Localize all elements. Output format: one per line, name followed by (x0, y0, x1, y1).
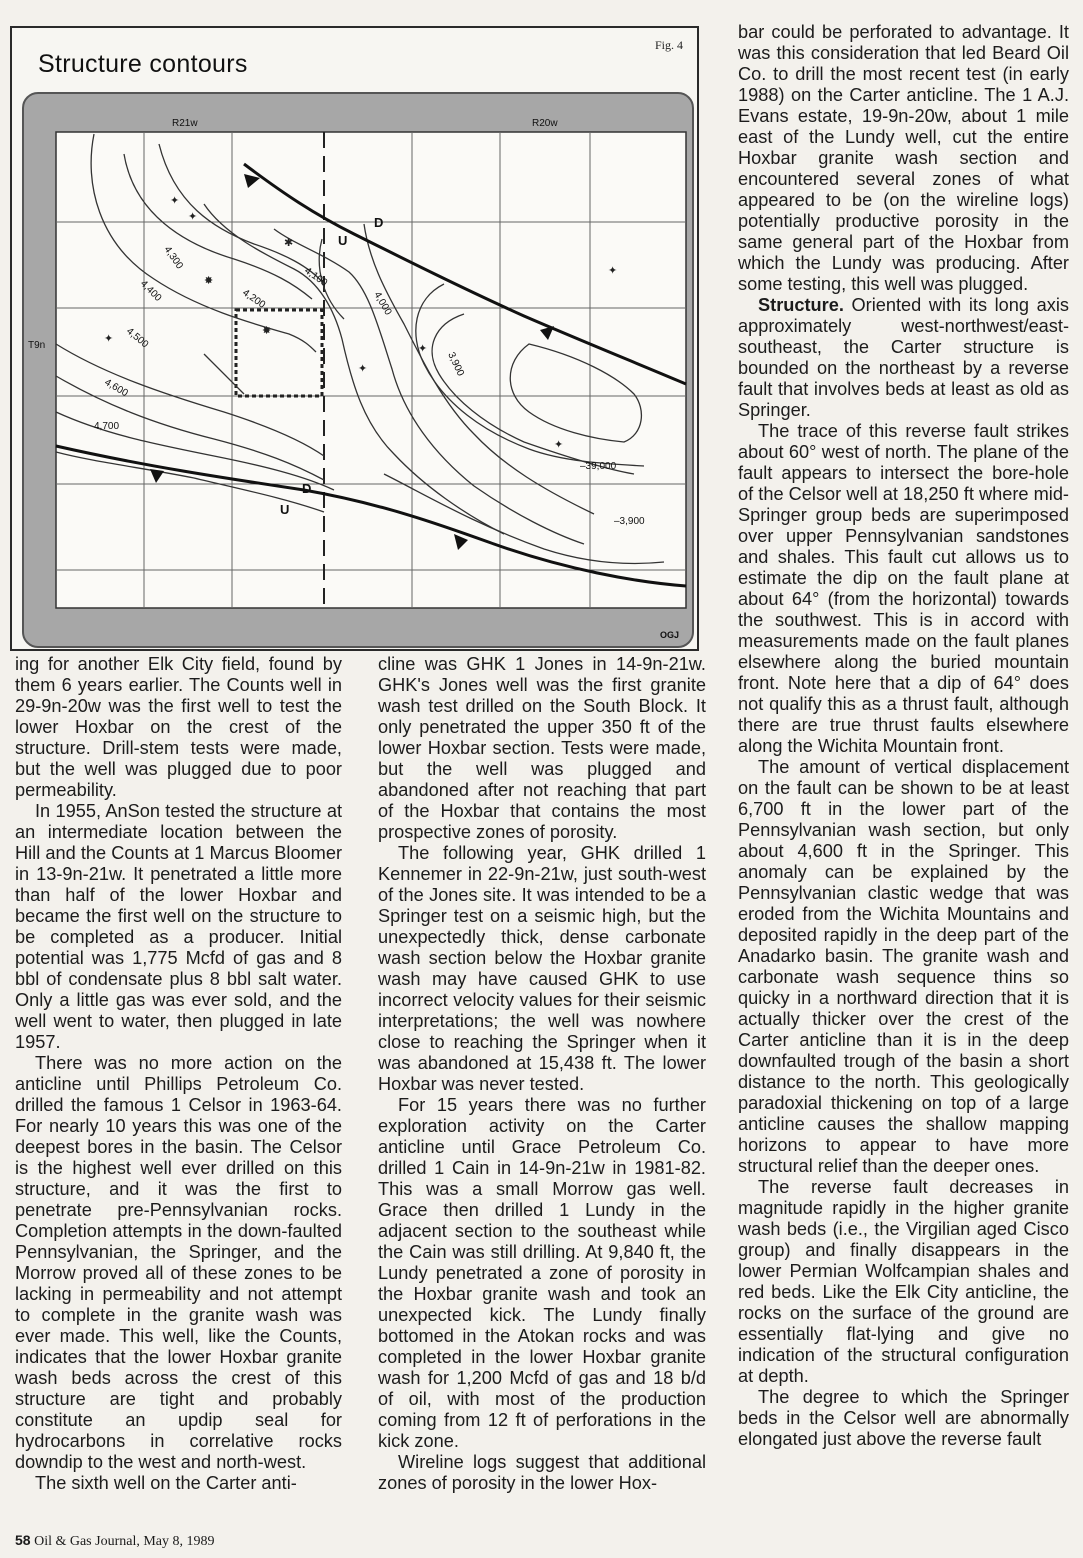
well-symbol: ✦ (188, 210, 198, 223)
figure-title: Structure contours (38, 50, 248, 78)
contour-label: 4,700 (94, 421, 120, 432)
section-heading: Structure. (758, 295, 844, 315)
text-column-1 (15, 654, 342, 1494)
paragraph: The sixth well on the Carter anti- (35, 1473, 297, 1493)
well-symbol: ✸ (204, 274, 214, 287)
figure-structure-contours (10, 26, 699, 651)
contour-label: 4,500 (124, 325, 151, 351)
paragraph: Wireline logs suggest that additional zones of porosity in the lower Hox- (378, 1452, 706, 1493)
paragraph: The reverse fault decreases in magnitude rapidly in the higher granite wash beds (i.e., the Virgilian aged Cisco group) and finally disappears in the lower Permian Wolfcampian shales and red beds. Like the Elk City anticline, the rocks on the surface of the ground are essentially flat-lying and give no indication of the structural configuration at depth. (738, 1177, 1069, 1386)
well-symbol: ✦ (104, 332, 114, 345)
text-column-3 (738, 22, 1069, 1450)
paragraph: ing for another Elk City field, found by them 6 years earlier. The Counts well in 29-9n-20w was the first well to test the lower Hoxbar on the crest of the structure. Drill-stem tests were made, but the well was plugged due to poor permeability. (15, 654, 342, 800)
range-label-r20w: R20w (532, 118, 558, 129)
range-label-r21w: R21w (172, 118, 198, 129)
contour-label: –39,000 (580, 461, 617, 472)
township-label: T9n (28, 340, 46, 351)
well-symbol: ✦ (418, 342, 428, 355)
paragraph: cline was GHK 1 Jones in 14-9n-21w. GHK's Jones well was the first granite wash test drilled on the South Block. It only penetrated the upper 350 ft of the lower Hoxbar section. Tests were made, but the well was plugged and abandoned after not reaching that part of the Hoxbar that contains the most prospective zones of porosity. (378, 654, 706, 842)
paragraph: The amount of vertical displacement on the fault can be shown to be at least 6,700 ft in the lower part of the Pennsylvanian wash section, but only about 4,600 ft in the Springer. This anomaly can be explained by the Pennsylvanian clastic wedge that was eroded from the Wichita Mountains and deposited rapidly in the deep part of the Anadarko basin. The granite wash and carbonate wash sequence thins so quicky in a northward direction that it is actually thicker over the crest of the Carter anticline than it is in the deep downfaulted trough of the basin a short distance to the north. This geologically paradoxial thickening on top of a large anticline causes the shallow mapping horizons to appear to have more structural relief than the deeper ones. (738, 757, 1069, 1176)
paragraph: bar could be perforated to advantage. It was this consideration that led Beard Oil Co. to drill the most recent test (in early 1988) on the Carter anticline. The 1 A.J. Evans estate, 19-9n-20w, about 1 mile east of the Lundy well, cut the entire Hoxbar granite wash section and encountered several zones of what appeared to be (on the wireline logs) potentially productive porosity in the same general part of the Hoxbar from which the Lundy was producing. After some testing, this well was plugged. (738, 22, 1069, 294)
contour-label: 4,200 (240, 287, 268, 311)
map-frame (22, 92, 694, 648)
page-number: 58 (15, 1532, 31, 1548)
credit-label: OGJ (660, 630, 680, 640)
contour-label: 3,900 (445, 350, 466, 378)
well-symbol: ✱ (284, 236, 294, 249)
paragraph: For 15 years there was no further exploration activity on the Carter anticline until Grace Petroleum Co. drilled 1 Cain in 14-9n-21w in 1981-82. This was a small Morrow gas well. Grace then drilled 1 Lundy in the adjacent section to the southeast while the Cain was still drilling. At 9,840 ft, the Lundy penetrated a zone of porosity in the Hoxbar granite wash and took an unexpected kick. The Lundy finally bottomed in the Atokan rocks and was completed in the lower Hoxbar granite wash for 1,200 Mcfd of gas and 18 b/d of oil, with most of the production coming from 12 ft of perforations in the kick zone. (378, 1095, 706, 1451)
paragraph-structure (738, 295, 1069, 421)
well-symbol: ✦ (554, 438, 564, 451)
text-column-2 (378, 654, 706, 1494)
page-footer (15, 1532, 215, 1550)
publication-line: Oil & Gas Journal, May 8, 1989 (34, 1534, 215, 1549)
paragraph: In 1955, AnSon tested the structure at an intermediate location between the Hill and the Counts at 1 Marcus Bloomer in 13-9n-21w. It penetrated a little more than half of the lower Hoxbar and became the first well on the structure to be completed as a producer. Initial potential was 1,775 Mcfd of gas and 8 bbl of condensate plus 8 bbl salt water. Only a little gas was ever sold, and the well went to water, then plugged in late 1957. (15, 801, 342, 1052)
figure-number: Fig. 4 (654, 38, 683, 52)
fault-label-u: U (338, 233, 348, 248)
contour-label: 4,400 (137, 278, 164, 304)
well-symbol: ✦ (358, 362, 368, 375)
paragraph: The following year, GHK drilled 1 Kennemer in 22-9n-21w, just south-west of the Jones site. It was intended to be a Springer test on a seismic high, but the unexpectedly thick, dense carbonate wash section below the Hoxbar granite wash may have caused GHK to use incorrect velocity values for their seismic interpretations; the well was nowhere close to reaching the Springer when it was abandoned at 15,438 ft. The lower Hoxbar was never tested. (378, 843, 706, 1094)
fault-label-d: D (374, 215, 384, 230)
well-symbol: ✦ (170, 194, 180, 207)
well-symbol: ✸ (262, 324, 272, 337)
paragraph: The degree to which the Springer beds in the Celsor well are abnormally elongated just above the reverse fault (738, 1387, 1069, 1449)
map-panel (56, 132, 686, 608)
contour-label: 4,000 (371, 290, 394, 318)
contour-label: 4,100 (302, 265, 330, 289)
contour-label: –3,900 (614, 516, 645, 527)
paragraph: The trace of this reverse fault strikes about 60° west of north. The plane of the fault appears to intersect the bore-hole of the Celsor well at 18,250 ft where mid-Springer group beds are superimposed over upper Pennsylvanian sandstones and shales. This fault cut allows us to estimate the dip on the fault plane at about 64° (from the horizontal) towards the southwest. This is in accord with measurements made on the fault planes elsewhere along the buried mountain front. Note here that a dip of 64° does not qualify this as a thrust fault, although there are true thrust faults elsewhere along the Wichita Mountain front. (738, 421, 1069, 756)
paragraph: There was no more action on the anticline until Phillips Petroleum Co. drilled the famous 1 Celsor in 1963-64. For nearly 10 years this was one of the deepest bores in the basin. The Celsor is the highest well ever drilled on this structure, and it was the first to penetrate pre-Pennsylvanian rocks. Completion attempts in the down-faulted Pennsylvanian, the Springer, and the Morrow proved all of these zones to be lacking in permeability and not attempt to complete in the granite wash was ever made. This well, like the Counts, indicates that the lower Hoxbar granite wash beds across the crest of this structure are tight and probably constitute an updip seal for hydrocarbons in correlative rocks downdip to the west and north-west. (15, 1053, 342, 1472)
fault-label-d: D (302, 481, 312, 496)
contour-label: 4,600 (102, 377, 130, 400)
well-symbol: ✦ (608, 264, 618, 277)
fault-label-u: U (280, 502, 290, 517)
paragraph-text: Oriented with its long axis approximately west-northwest/east-southeast, the Carter structure is bounded on the northeast by a reverse fault that involves beds at least as old as Springer. (738, 295, 1069, 420)
contour-map (24, 94, 692, 646)
contour-label: 4,300 (161, 244, 185, 272)
